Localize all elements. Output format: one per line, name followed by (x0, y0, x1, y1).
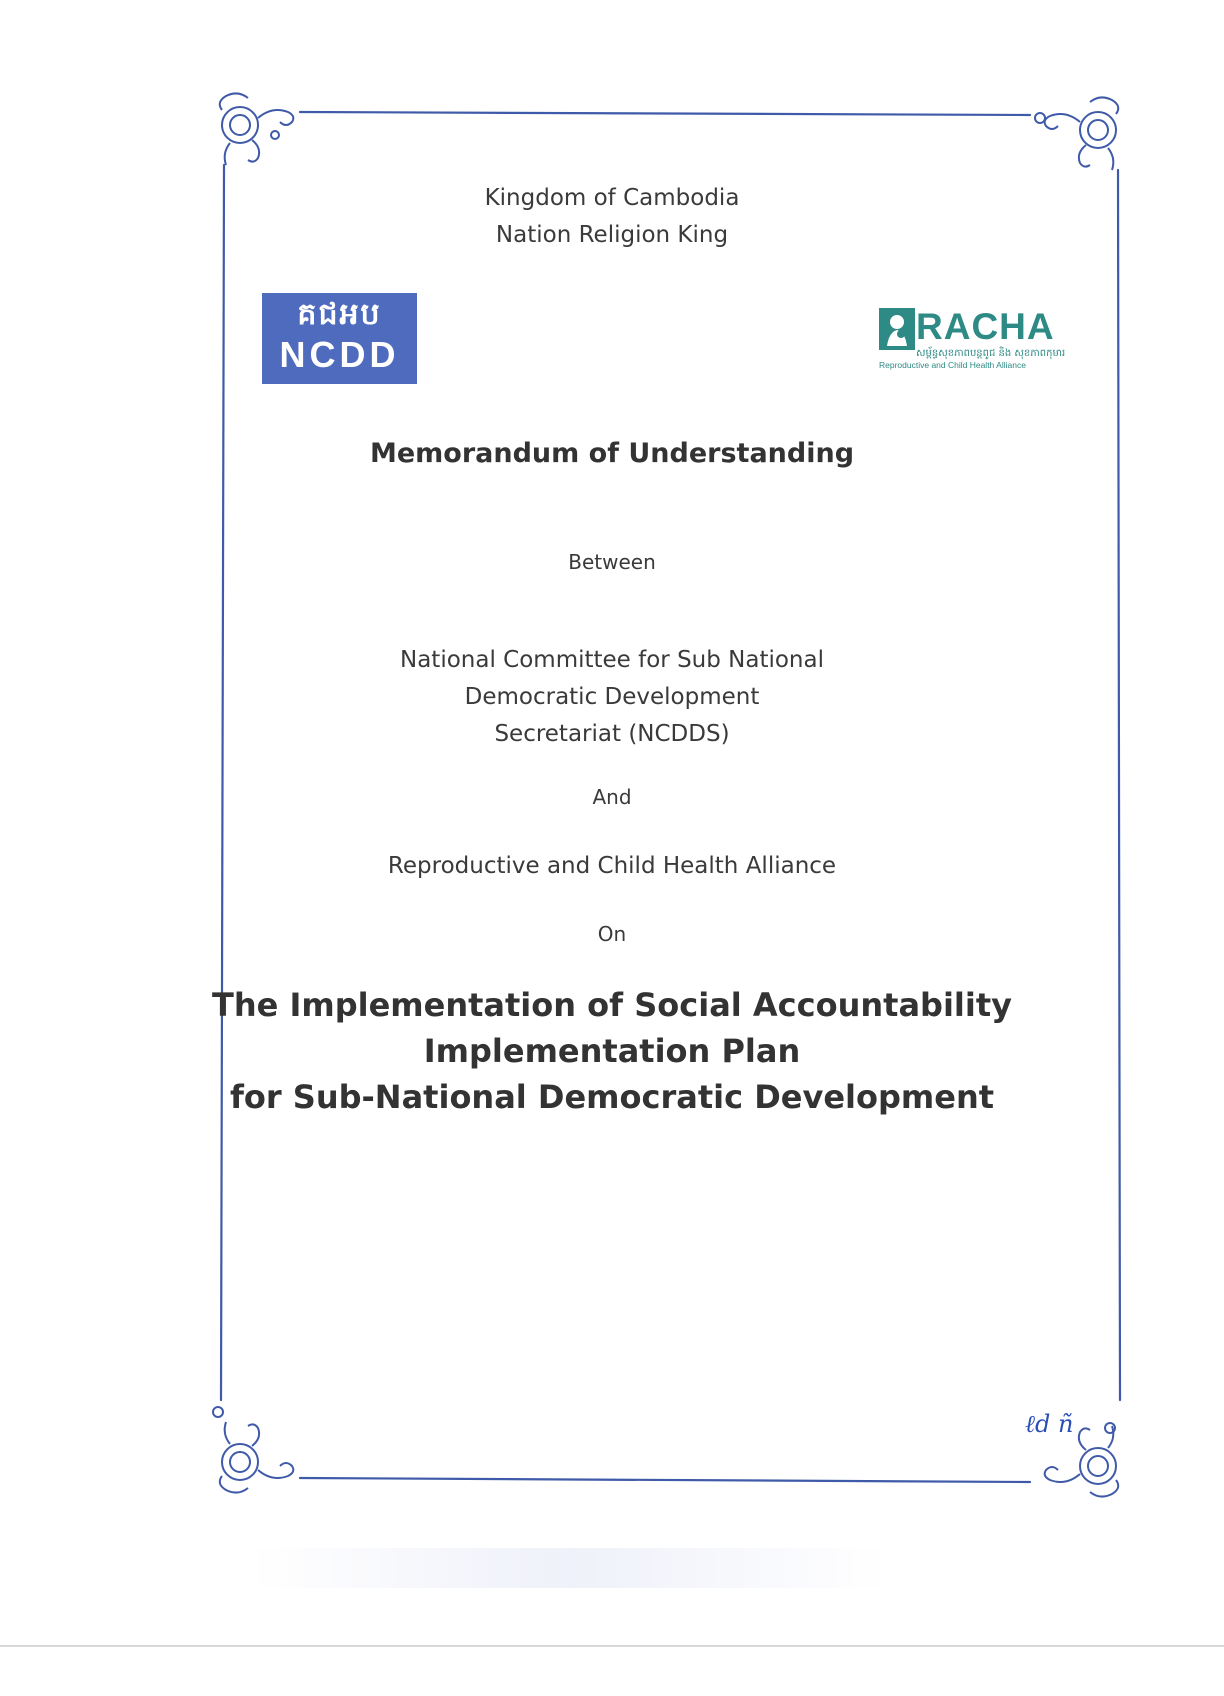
topic-title-line1: The Implementation of Social Accountability (212, 986, 1012, 1024)
party1-line1: National Committee for Sub National (400, 647, 824, 673)
party1-line2: Democratic Development (464, 684, 760, 710)
handwritten-initials: ℓd ñ (1025, 1410, 1074, 1438)
header-motto: Nation Religion King (495, 222, 729, 248)
ncdd-logo (262, 293, 417, 384)
corner-ornament-top-right (1035, 97, 1118, 170)
party1-line3: Secretariat (NCDDS) (494, 721, 730, 747)
scan-edge-line (0, 1645, 1224, 1647)
and-label: And (592, 785, 632, 809)
racha-logo-subtitle: Reproductive and Child Health Alliance (879, 360, 1026, 370)
ncdd-logo-text: NCDD (279, 334, 400, 375)
header-kingdom: Kingdom of Cambodia (484, 185, 740, 211)
topic-title-line3: for Sub-National Democratic Development (229, 1078, 995, 1116)
document-title: Memorandum of Understanding (369, 438, 855, 469)
on-label: On (597, 922, 627, 946)
scan-smudge (250, 1548, 890, 1588)
between-label: Between (568, 550, 656, 574)
ncdd-logo-khmer: គជអប (297, 297, 382, 332)
racha-logo (876, 304, 1066, 374)
racha-mark-icon (879, 308, 915, 350)
corner-ornament-top-left (220, 93, 294, 165)
racha-logo-khmer: សម្ព័ន្ធសុខភាពបន្តពូជ និង សុខភាពកុមារ (916, 348, 1066, 359)
corner-ornament-bottom-left (213, 1407, 293, 1493)
racha-logo-text: RACHA (916, 306, 1055, 347)
topic-title-line2: Implementation Plan (423, 1032, 801, 1070)
party2-name: Reproductive and Child Health Alliance (387, 853, 837, 879)
